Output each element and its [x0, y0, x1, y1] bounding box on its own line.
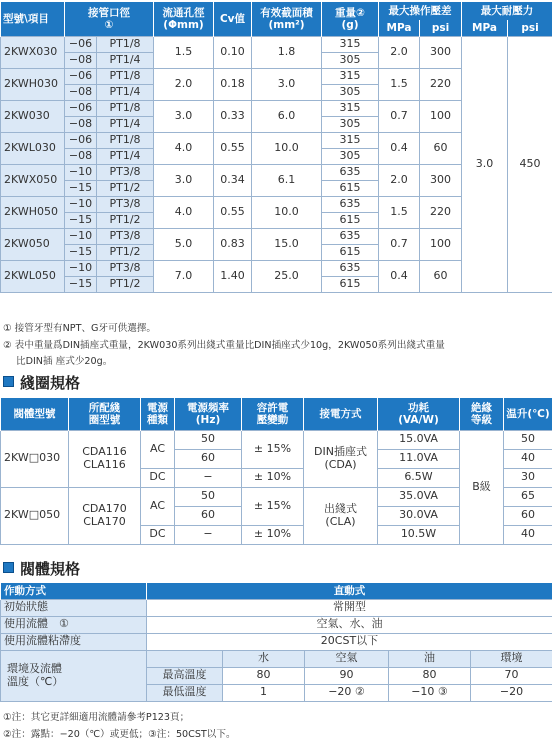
- valve-min-label: 最低溫度: [147, 684, 223, 701]
- coil-header-coil: 所配綫 圈型號: [69, 398, 141, 430]
- model-cell: 2KWX030: [1, 36, 65, 68]
- table-row: [1, 36, 552, 52]
- weight-cell: 315: [322, 100, 379, 116]
- orifice-cell: 3.0: [154, 164, 214, 196]
- note-valve-2: ②注：露點：−20（℃）或更低；③注：50CST以下。: [3, 729, 236, 740]
- square-bullet-icon: [3, 562, 14, 573]
- header-proof-psi: psi: [508, 20, 552, 36]
- coil-insul: B級: [460, 430, 504, 544]
- valve-max-label: 最高溫度: [147, 667, 223, 684]
- pressure-psi-cell: 300: [420, 36, 462, 68]
- coil-power-ac-050: AC: [141, 487, 175, 525]
- port-code-cell: −06: [65, 36, 97, 52]
- square-bullet-icon: [3, 376, 14, 387]
- port-thread-cell: PT3/8: [97, 196, 154, 212]
- pressure-mpa-cell: 0.4: [379, 260, 420, 292]
- note-valve-1: ①注：其它更詳細適用流體請參考P123頁；: [3, 712, 190, 723]
- area-cell: 3.0: [252, 68, 322, 100]
- port-thread-cell: PT1/2: [97, 212, 154, 228]
- model-cell: 2KWX050: [1, 164, 65, 196]
- coil-tol-dc-030: ± 10%: [242, 468, 304, 487]
- area-cell: 6.0: [252, 100, 322, 132]
- port-thread-cell: PT3/8: [97, 228, 154, 244]
- note-weight: ② 表中重量爲DIN插座式重量，2KW030系列出綫式重量比DIN插座式少10g，2KW050系列出綫式重量: [3, 340, 445, 351]
- valve-min-water: 1: [223, 684, 305, 701]
- coil-header-temp: 温升(℃): [504, 398, 552, 430]
- cv-cell: 1.40: [214, 260, 252, 292]
- area-cell: 25.0: [252, 260, 322, 292]
- weight-cell: 305: [322, 52, 379, 68]
- coil-power-dc-050: DC: [141, 525, 175, 544]
- coil-type-030: CDA116 CLA116: [69, 430, 141, 487]
- cv-cell: 0.10: [214, 36, 252, 68]
- port-code-cell: −10: [65, 228, 97, 244]
- pressure-psi-cell: 60: [420, 132, 462, 164]
- coil-conn-cla: 出綫式 (CLA): [304, 487, 378, 544]
- port-thread-cell: PT1/8: [97, 68, 154, 84]
- cv-cell: 0.55: [214, 196, 252, 228]
- coil-freq-50-030: 50: [175, 430, 242, 449]
- note-weight-cont: 比DIN插 座式少20g。: [16, 356, 113, 367]
- weight-cell: 615: [322, 212, 379, 228]
- area-cell: 10.0: [252, 196, 322, 228]
- port-thread-cell: PT1/8: [97, 36, 154, 52]
- coil-freq-60-050: 60: [175, 506, 242, 525]
- valve-min-oil: −10 ③: [389, 684, 471, 701]
- port-thread-cell: PT1/2: [97, 180, 154, 196]
- model-cell: 2KWH030: [1, 68, 65, 100]
- model-cell: 2KWL050: [1, 260, 65, 292]
- header-mpa: MPa: [379, 20, 420, 36]
- port-code-cell: −08: [65, 84, 97, 100]
- coil-header-insul: 絶緣 等級: [460, 398, 504, 430]
- valve-section-title: [3, 558, 80, 579]
- orifice-cell: 4.0: [154, 196, 214, 228]
- header-proof: 最大耐壓力: [462, 2, 552, 20]
- port-code-cell: −15: [65, 276, 97, 292]
- weight-cell: 635: [322, 228, 379, 244]
- port-thread-cell: PT3/8: [97, 260, 154, 276]
- valve-h-action: 作動方式: [1, 583, 147, 599]
- port-code-cell: −15: [65, 180, 97, 196]
- coil-consume-050-3: 10.5W: [378, 525, 460, 544]
- port-code-cell: −10: [65, 196, 97, 212]
- port-thread-cell: PT3/8: [97, 164, 154, 180]
- coil-model-050: 2KW□050: [1, 487, 69, 544]
- port-thread-cell: PT1/4: [97, 116, 154, 132]
- weight-cell: 305: [322, 116, 379, 132]
- weight-cell: 305: [322, 84, 379, 100]
- coil-temp-050-2: 60: [504, 506, 552, 525]
- orifice-cell: 4.0: [154, 132, 214, 164]
- port-thread-cell: PT1/4: [97, 84, 154, 100]
- valve-h-temp: 環境及流體 溫度（℃）: [1, 650, 147, 701]
- port-thread-cell: PT1/2: [97, 276, 154, 292]
- weight-cell: 635: [322, 164, 379, 180]
- coil-temp-030-1: 50: [504, 430, 552, 449]
- valve-temp-blank: [147, 650, 223, 667]
- header-area: 有效截面積 (mm²): [252, 2, 322, 36]
- coil-temp-030-2: 40: [504, 449, 552, 468]
- coil-freq-dc-030: −: [175, 468, 242, 487]
- coil-model-030: 2KW□030: [1, 430, 69, 487]
- coil-consume-030-3: 6.5W: [378, 468, 460, 487]
- valve-v-fluid: 空氣、水、油: [147, 616, 552, 633]
- coil-temp-050-3: 40: [504, 525, 552, 544]
- cv-cell: 0.34: [214, 164, 252, 196]
- coil-type-050: CDA170 CLA170: [69, 487, 141, 544]
- coil-conn-din: DIN插座式 (CDA): [304, 430, 378, 487]
- header-proof-mpa: MPa: [462, 20, 508, 36]
- port-thread-cell: PT1/4: [97, 148, 154, 164]
- coil-freq-60-030: 60: [175, 449, 242, 468]
- valve-h-visc: 使用流體粘滯度: [1, 633, 147, 650]
- header-weight: 重量② (g): [322, 2, 379, 36]
- proof-mpa-cell: 3.0: [462, 36, 508, 292]
- valve-h-fluid: 使用流體 ①: [1, 616, 147, 633]
- pressure-psi-cell: 100: [420, 100, 462, 132]
- weight-cell: 635: [322, 260, 379, 276]
- pressure-mpa-cell: 2.0: [379, 164, 420, 196]
- coil-temp-030-3: 30: [504, 468, 552, 487]
- coil-header-freq: 電源頻率 (Hz): [175, 398, 242, 430]
- spec-table: [0, 2, 552, 293]
- valve-min-air: −20 ②: [305, 684, 389, 701]
- cv-cell: 0.55: [214, 132, 252, 164]
- coil-section-title: [3, 372, 80, 393]
- area-cell: 10.0: [252, 132, 322, 164]
- valve-col-water: 水: [223, 650, 305, 667]
- coil-header-tol: 容許電 壓變動: [242, 398, 304, 430]
- area-cell: 6.1: [252, 164, 322, 196]
- coil-freq-50-050: 50: [175, 487, 242, 506]
- valve-max-oil: 80: [389, 667, 471, 684]
- weight-cell: 305: [322, 148, 379, 164]
- valve-v-visc: 20CST以下: [147, 633, 552, 650]
- orifice-cell: 3.0: [154, 100, 214, 132]
- port-code-cell: −08: [65, 52, 97, 68]
- valve-col-env: 環境: [471, 650, 552, 667]
- header-max-pressure: 最大操作壓差: [379, 2, 462, 20]
- pressure-psi-cell: 300: [420, 164, 462, 196]
- port-thread-cell: PT1/2: [97, 244, 154, 260]
- coil-freq-dc-050: −: [175, 525, 242, 544]
- model-cell: 2KWL030: [1, 132, 65, 164]
- model-cell: 2KW050: [1, 228, 65, 260]
- port-thread-cell: PT1/8: [97, 100, 154, 116]
- pressure-mpa-cell: 2.0: [379, 36, 420, 68]
- port-code-cell: −10: [65, 260, 97, 276]
- port-thread-cell: PT1/4: [97, 52, 154, 68]
- spec-table-body: [1, 36, 552, 292]
- port-code-cell: −06: [65, 68, 97, 84]
- weight-cell: 315: [322, 36, 379, 52]
- orifice-cell: 1.5: [154, 36, 214, 68]
- coil-consume-030-1: 15.0VA: [378, 430, 460, 449]
- coil-header-power: 電源 種類: [141, 398, 175, 430]
- weight-cell: 615: [322, 180, 379, 196]
- port-code-cell: −15: [65, 244, 97, 260]
- valve-section-label: 閥體規格: [20, 560, 81, 578]
- valve-v-action: 直動式: [147, 583, 552, 599]
- coil-temp-050-1: 65: [504, 487, 552, 506]
- coil-consume-030-2: 11.0VA: [378, 449, 460, 468]
- valve-max-air: 90: [305, 667, 389, 684]
- coil-header-model: 閥體型號: [1, 398, 69, 430]
- model-cell: 2KW030: [1, 100, 65, 132]
- coil-tol-ac-030: ± 15%: [242, 430, 304, 468]
- header-psi: psi: [420, 20, 462, 36]
- area-cell: 1.8: [252, 36, 322, 68]
- valve-col-air: 空氣: [305, 650, 389, 667]
- port-code-cell: −06: [65, 132, 97, 148]
- pressure-psi-cell: 220: [420, 68, 462, 100]
- header-orifice: 流通孔徑 (Φmm): [154, 2, 214, 36]
- valve-max-water: 80: [223, 667, 305, 684]
- valve-max-env: 70: [471, 667, 552, 684]
- port-thread-cell: PT1/8: [97, 132, 154, 148]
- pressure-psi-cell: 60: [420, 260, 462, 292]
- coil-table: [0, 398, 552, 545]
- header-port: 接管口徑 ①: [65, 2, 154, 36]
- coil-header-conn: 接電方式: [304, 398, 378, 430]
- weight-cell: 635: [322, 196, 379, 212]
- pressure-mpa-cell: 1.5: [379, 196, 420, 228]
- model-cell: 2KWH050: [1, 196, 65, 228]
- coil-consume-050-2: 30.0VA: [378, 506, 460, 525]
- coil-power-dc-030: DC: [141, 468, 175, 487]
- valve-v-state: 常開型: [147, 599, 552, 616]
- header-cv: Cv值: [214, 2, 252, 36]
- orifice-cell: 7.0: [154, 260, 214, 292]
- cv-cell: 0.18: [214, 68, 252, 100]
- cv-cell: 0.83: [214, 228, 252, 260]
- coil-header-consume: 功耗 (VA/W): [378, 398, 460, 430]
- coil-power-ac-030: AC: [141, 430, 175, 468]
- note-port: ① 接管牙型有NPT、G牙可供選擇。: [3, 323, 157, 334]
- port-code-cell: −08: [65, 148, 97, 164]
- pressure-mpa-cell: 0.4: [379, 132, 420, 164]
- weight-cell: 615: [322, 276, 379, 292]
- port-code-cell: −06: [65, 100, 97, 116]
- port-code-cell: −08: [65, 116, 97, 132]
- valve-table: [0, 583, 552, 702]
- pressure-psi-cell: 220: [420, 196, 462, 228]
- orifice-cell: 5.0: [154, 228, 214, 260]
- valve-col-oil: 油: [389, 650, 471, 667]
- coil-consume-050-1: 35.0VA: [378, 487, 460, 506]
- port-code-cell: −10: [65, 164, 97, 180]
- pressure-mpa-cell: 0.7: [379, 228, 420, 260]
- proof-psi-cell: 450: [508, 36, 552, 292]
- weight-cell: 315: [322, 68, 379, 84]
- weight-cell: 615: [322, 244, 379, 260]
- orifice-cell: 2.0: [154, 68, 214, 100]
- pressure-mpa-cell: 0.7: [379, 100, 420, 132]
- pressure-psi-cell: 100: [420, 228, 462, 260]
- port-code-cell: −15: [65, 212, 97, 228]
- cv-cell: 0.33: [214, 100, 252, 132]
- valve-h-state: 初始狀態: [1, 599, 147, 616]
- valve-min-env: −20: [471, 684, 552, 701]
- coil-tol-dc-050: ± 10%: [242, 525, 304, 544]
- coil-tol-ac-050: ± 15%: [242, 487, 304, 525]
- area-cell: 15.0: [252, 228, 322, 260]
- weight-cell: 315: [322, 132, 379, 148]
- coil-section-label: 綫圈規格: [20, 374, 81, 392]
- header-model: 型號\項目: [1, 2, 65, 36]
- pressure-mpa-cell: 1.5: [379, 68, 420, 100]
